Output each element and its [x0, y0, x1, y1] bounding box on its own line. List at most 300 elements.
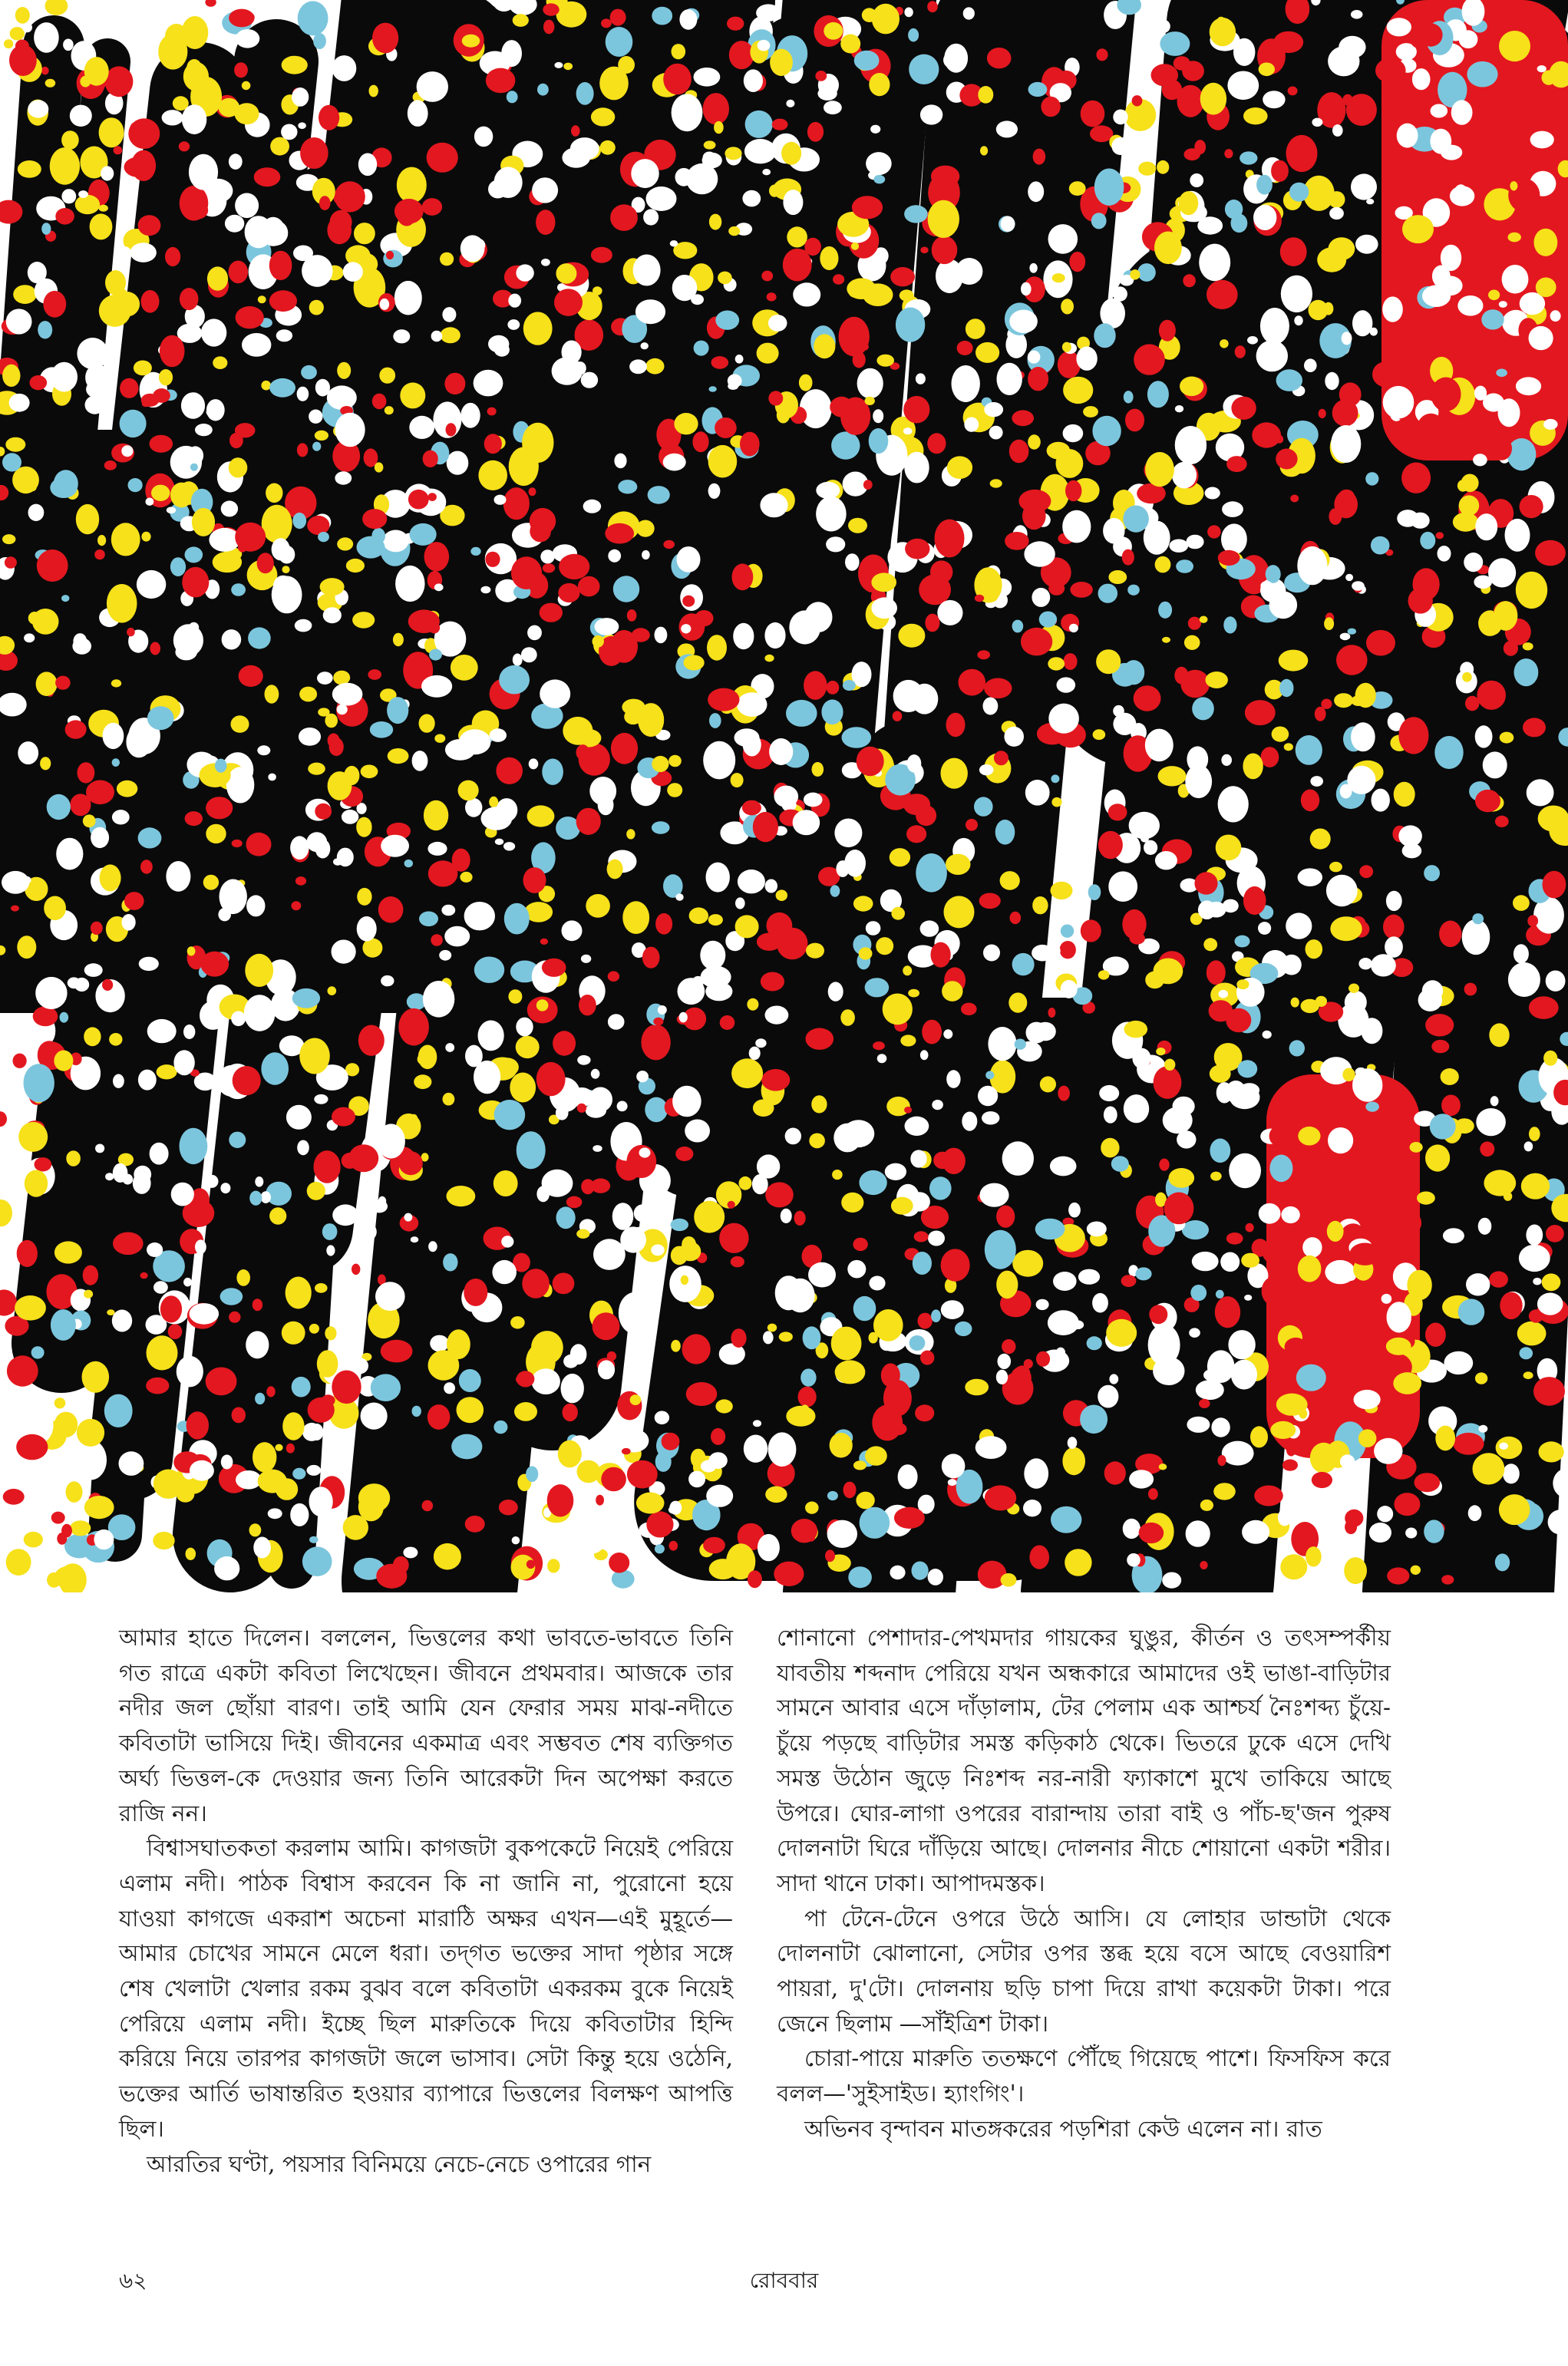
color-dot: [40, 757, 51, 770]
color-dot: [408, 100, 428, 127]
color-dot: [229, 1312, 240, 1323]
color-dot: [293, 246, 313, 262]
color-dot: [1207, 280, 1238, 309]
color-dot: [743, 733, 761, 756]
color-dot: [1417, 414, 1445, 444]
color-dot: [1490, 1096, 1499, 1106]
color-dot: [317, 672, 333, 685]
color-dot: [1328, 1127, 1353, 1153]
color-dot: [1220, 1252, 1240, 1272]
color-dot: [1218, 786, 1249, 822]
color-dot: [428, 1350, 460, 1380]
color-dot: [718, 272, 732, 285]
color-dot: [821, 700, 843, 725]
color-dot: [509, 447, 539, 487]
color-dot: [769, 738, 793, 765]
color-dot: [1137, 263, 1156, 282]
color-dot: [865, 1446, 887, 1465]
color-dot: [708, 1452, 727, 1469]
color-dot: [1488, 290, 1500, 301]
color-dot: [496, 757, 523, 784]
color-dot: [1281, 276, 1312, 312]
color-dot: [222, 629, 242, 649]
color-dot: [1216, 1290, 1224, 1298]
color-dot: [37, 549, 68, 582]
color-dot: [443, 1253, 457, 1271]
color-dot: [1012, 1250, 1043, 1277]
color-dot: [494, 495, 507, 505]
color-dot: [63, 39, 74, 51]
color-dot: [299, 728, 321, 746]
color-dot: [869, 73, 890, 96]
color-dot: [668, 755, 682, 767]
color-dot: [206, 408, 220, 417]
color-dot: [357, 916, 377, 942]
color-dot: [297, 443, 308, 457]
color-dot: [229, 9, 254, 28]
color-dot: [298, 1, 328, 35]
color-dot: [147, 706, 174, 730]
color-dot: [1194, 872, 1217, 895]
color-dot: [1411, 513, 1430, 529]
color-dot: [1253, 205, 1276, 230]
color-dot: [1083, 406, 1098, 417]
color-dot: [13, 1054, 27, 1068]
color-dot: [816, 482, 840, 499]
color-dot: [398, 1008, 429, 1046]
color-dot: [1410, 1142, 1423, 1153]
color-dot: [1220, 339, 1229, 348]
color-dot: [583, 500, 602, 513]
color-dot: [767, 912, 793, 939]
color-dot: [486, 68, 516, 94]
color-dot: [1200, 1561, 1207, 1569]
color-dot: [114, 146, 123, 154]
color-dot: [941, 758, 968, 789]
color-dot: [1029, 263, 1037, 273]
color-dot: [1430, 129, 1451, 154]
color-dot: [645, 358, 664, 375]
color-dot: [299, 687, 317, 702]
color-dot: [857, 747, 884, 776]
color-dot: [313, 33, 326, 49]
color-dot: [511, 556, 542, 589]
color-dot: [1205, 487, 1220, 500]
color-dot: [1451, 100, 1473, 124]
color-dot: [127, 628, 135, 636]
color-dot: [1002, 1141, 1034, 1176]
color-dot: [645, 1097, 668, 1123]
color-dot: [731, 1058, 763, 1088]
color-dot: [234, 62, 248, 78]
color-dot: [400, 382, 425, 408]
color-dot: [470, 547, 480, 556]
color-dot: [983, 945, 1000, 962]
color-dot: [891, 1197, 913, 1215]
color-dot: [1282, 1460, 1298, 1471]
color-dot: [760, 493, 787, 517]
color-dot: [703, 1537, 725, 1554]
color-dot: [24, 1064, 54, 1102]
color-dot: [607, 860, 623, 879]
color-dot: [786, 700, 817, 727]
color-dot: [1125, 409, 1144, 432]
color-dot: [543, 20, 554, 35]
color-dot: [1279, 650, 1309, 672]
color-dot: [34, 22, 59, 53]
color-dot: [964, 417, 979, 432]
color-dot: [1190, 1285, 1207, 1301]
color-dot: [478, 1021, 504, 1051]
color-dot: [523, 867, 546, 893]
color-dot: [669, 1541, 678, 1551]
color-dot: [608, 549, 621, 563]
color-dot: [774, 1562, 804, 1586]
color-dot: [905, 1117, 929, 1136]
color-dot: [80, 1447, 102, 1471]
color-dot: [1331, 425, 1361, 463]
color-dot: [817, 87, 837, 101]
color-dot: [117, 780, 137, 797]
color-dot: [1271, 160, 1289, 182]
color-dot: [1291, 998, 1299, 1008]
color-dot: [166, 861, 190, 892]
color-dot: [1504, 1192, 1512, 1201]
color-dot: [530, 508, 556, 534]
color-dot: [272, 538, 290, 560]
color-dot: [1457, 295, 1483, 316]
color-dot: [1543, 871, 1566, 899]
color-dot: [268, 1508, 282, 1519]
color-dot: [90, 213, 113, 239]
color-dot: [1200, 83, 1226, 115]
color-dot: [232, 1407, 246, 1424]
paragraph: অভিনব বৃন্দাবন মাতঙ্গকরের পড়শিরা কেউ এলেন না। রাত: [804, 2115, 1322, 2142]
color-dot: [474, 957, 504, 983]
color-dot: [827, 1520, 857, 1548]
color-dot: [134, 361, 152, 376]
color-dot: [937, 600, 962, 625]
color-dot: [715, 311, 739, 330]
color-dot: [814, 334, 835, 358]
color-dot: [255, 1176, 263, 1187]
color-dot: [1336, 645, 1368, 675]
color-dot: [768, 391, 783, 405]
color-dot: [102, 979, 113, 991]
color-dot: [410, 523, 437, 546]
color-dot: [481, 807, 513, 830]
color-dot: [1503, 1463, 1520, 1483]
color-dot: [269, 378, 295, 398]
color-dot: [1289, 1040, 1305, 1056]
color-dot: [670, 240, 678, 246]
color-dot: [206, 797, 233, 819]
color-dot: [408, 490, 429, 510]
color-dot: [636, 1493, 665, 1514]
color-dot: [1068, 1203, 1081, 1218]
color-dot: [613, 576, 639, 602]
color-dot: [220, 879, 247, 915]
color-dot: [920, 920, 939, 936]
color-dot: [332, 683, 363, 706]
color-dot: [1266, 565, 1281, 583]
color-dot: [840, 35, 860, 54]
color-dot: [165, 247, 180, 266]
color-dot: [431, 331, 443, 342]
color-dot: [1032, 945, 1053, 962]
color-dot: [1113, 110, 1127, 125]
color-dot: [1223, 899, 1239, 913]
color-dot: [1243, 886, 1266, 915]
color-dot: [185, 546, 203, 563]
color-dot: [1529, 996, 1559, 1019]
color-dot: [137, 570, 166, 599]
color-dot: [459, 729, 491, 754]
color-dot: [1062, 510, 1091, 543]
color-dot: [606, 27, 633, 57]
color-dot: [412, 1406, 421, 1417]
color-dot: [1080, 1405, 1108, 1434]
color-dot: [207, 266, 228, 290]
color-dot: [1415, 1473, 1441, 1492]
color-dot: [872, 4, 900, 35]
color-dot: [333, 190, 349, 205]
color-dot: [634, 1204, 652, 1222]
color-dot: [1069, 624, 1078, 632]
color-dot: [298, 122, 306, 129]
color-dot: [1180, 670, 1210, 698]
color-dot: [891, 907, 905, 920]
color-dot: [447, 1186, 476, 1206]
color-dot: [231, 1011, 246, 1027]
color-dot: [830, 397, 853, 417]
color-dot: [503, 842, 515, 850]
color-dot: [890, 1566, 905, 1579]
color-dot: [31, 1346, 45, 1358]
color-dot: [756, 4, 781, 21]
color-dot: [41, 223, 51, 235]
color-dot: [828, 982, 843, 1001]
color-dot: [464, 902, 495, 930]
color-dot: [909, 1335, 926, 1351]
color-dot: [1478, 1218, 1492, 1235]
color-dot: [852, 196, 883, 219]
color-dot: [297, 387, 309, 401]
color-dot: [187, 446, 203, 464]
color-dot: [83, 814, 96, 827]
color-dot: [1001, 1573, 1017, 1587]
color-dot: [1033, 149, 1046, 165]
color-dot: [1111, 137, 1129, 155]
color-dot: [253, 1537, 271, 1559]
color-dot: [1189, 1328, 1200, 1338]
color-dot: [1394, 782, 1415, 807]
color-dot: [1001, 216, 1015, 232]
color-dot: [679, 1242, 701, 1261]
color-dot: [318, 532, 329, 542]
color-dot: [1348, 984, 1359, 993]
color-dot: [1233, 38, 1255, 66]
color-dot: [410, 1114, 418, 1124]
color-dot: [1149, 1305, 1167, 1324]
color-dot: [314, 1150, 341, 1183]
color-dot: [1229, 1153, 1261, 1188]
color-dot: [760, 19, 770, 28]
color-dot: [556, 263, 576, 284]
color-dot: [1461, 223, 1484, 248]
color-dot: [61, 189, 76, 203]
color-dot: [1516, 572, 1547, 609]
color-dot: [220, 1288, 243, 1305]
color-dot: [159, 369, 173, 385]
color-dot: [307, 1465, 322, 1476]
color-dot: [576, 729, 602, 747]
color-dot: [43, 291, 66, 318]
color-dot: [333, 858, 342, 866]
color-dot: [24, 633, 35, 642]
color-dot: [540, 549, 554, 563]
color-dot: [873, 409, 883, 423]
color-dot: [357, 536, 385, 559]
color-dot: [1190, 173, 1203, 187]
color-dot: [652, 756, 668, 772]
color-dot: [1194, 140, 1206, 154]
color-dot: [593, 1239, 626, 1270]
color-dot: [1387, 18, 1411, 36]
color-dot: [898, 1464, 918, 1489]
color-dot: [1081, 101, 1105, 127]
color-dot: [121, 445, 133, 457]
color-dot: [1273, 31, 1303, 53]
color-dot: [36, 672, 58, 696]
color-dot: [1061, 818, 1073, 832]
color-dot: [1000, 871, 1020, 890]
color-dot: [41, 67, 49, 75]
color-dot: [952, 365, 980, 402]
color-dot: [1523, 1371, 1533, 1379]
color-dot: [1236, 979, 1249, 989]
color-dot: [1132, 95, 1143, 106]
color-dot: [642, 947, 660, 969]
color-dot: [542, 759, 563, 785]
color-dot: [1272, 727, 1289, 742]
color-dot: [249, 1191, 262, 1206]
color-dot: [1386, 891, 1402, 911]
color-dot: [1259, 63, 1275, 77]
color-dot: [982, 1111, 999, 1124]
color-dot: [783, 190, 803, 215]
color-dot: [28, 100, 48, 117]
color-dot: [423, 981, 454, 1018]
color-dot: [335, 413, 365, 447]
color-dot: [261, 1191, 271, 1203]
color-dot: [262, 505, 292, 543]
color-dot: [1405, 1528, 1417, 1539]
color-dot: [1372, 361, 1398, 387]
color-dot: [655, 627, 668, 644]
color-dot: [600, 140, 616, 155]
color-dot: [462, 35, 480, 48]
color-dot: [266, 1386, 275, 1397]
color-dot: [1244, 1295, 1252, 1301]
color-dot: [853, 1238, 867, 1251]
color-dot: [576, 744, 590, 761]
color-dot: [1332, 400, 1358, 427]
color-dot: [598, 795, 614, 816]
color-dot: [1061, 299, 1074, 314]
color-dot: [1441, 1068, 1459, 1085]
color-dot: [928, 1569, 943, 1586]
color-dot: [761, 1069, 790, 1091]
color-dot: [831, 431, 860, 459]
color-dot: [646, 186, 677, 211]
color-dot: [675, 168, 693, 186]
color-dot: [1286, 135, 1318, 172]
color-dot: [1358, 958, 1372, 969]
color-dot: [793, 282, 820, 306]
color-dot: [376, 1564, 407, 1589]
color-dot: [1092, 1293, 1108, 1313]
color-dot: [1412, 68, 1431, 90]
color-dot: [1537, 65, 1547, 72]
color-dot: [591, 1179, 610, 1193]
color-dot: [236, 1269, 250, 1286]
color-dot: [1098, 831, 1123, 860]
color-dot: [1101, 1138, 1119, 1158]
color-dot: [708, 386, 716, 392]
color-dot: [667, 783, 682, 797]
color-dot: [1108, 570, 1127, 584]
color-dot: [300, 137, 328, 169]
color-dot: [508, 989, 522, 1004]
color-dot: [1340, 633, 1351, 641]
color-dot: [70, 1520, 91, 1536]
color-dot: [1378, 1446, 1393, 1460]
color-dot: [827, 1491, 838, 1500]
color-dot: [332, 55, 357, 81]
color-dot: [312, 442, 321, 451]
color-dot: [562, 920, 583, 941]
color-dot: [674, 413, 698, 434]
color-dot: [35, 977, 67, 1009]
color-dot: [489, 797, 498, 808]
color-dot: [877, 1054, 887, 1063]
color-dot: [1163, 1107, 1193, 1134]
color-dot: [559, 554, 589, 579]
color-dot: [801, 1368, 816, 1386]
color-dot: [1524, 1141, 1533, 1151]
color-dot: [612, 1203, 634, 1229]
color-dot: [907, 754, 922, 773]
color-dot: [1475, 725, 1493, 747]
color-dot: [101, 166, 114, 180]
color-dot: [707, 635, 727, 661]
color-dot: [162, 110, 183, 125]
color-dot: [356, 817, 371, 837]
color-dot: [383, 530, 409, 553]
color-dot: [1475, 513, 1497, 540]
color-dot: [446, 423, 457, 436]
color-dot: [927, 433, 946, 454]
color-dot: [1221, 523, 1247, 554]
color-dot: [381, 975, 394, 986]
color-dot: [885, 1163, 906, 1180]
color-dot: [173, 1050, 194, 1075]
color-dot: [480, 586, 490, 594]
color-dot: [97, 535, 106, 546]
color-dot: [742, 190, 761, 207]
color-dot: [1465, 696, 1479, 711]
